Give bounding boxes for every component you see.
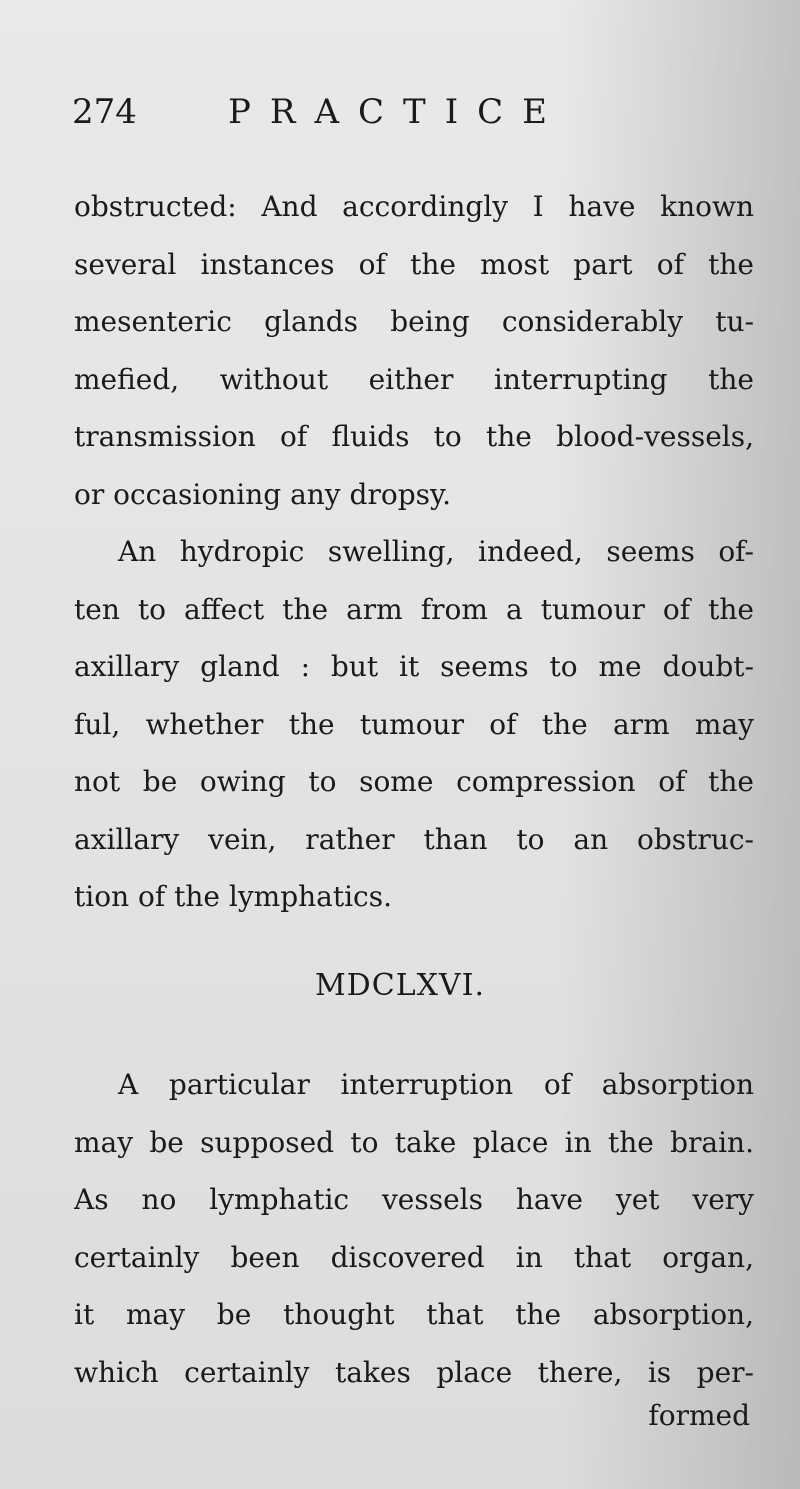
text-block-1 — [74, 178, 754, 926]
text-line: axillary vein, rather than to an obstruc- — [74, 822, 754, 856]
page-number: 274 — [72, 92, 137, 132]
text-block-2 — [74, 1056, 754, 1401]
text-line: mesenteric glands being considerably tu- — [74, 305, 754, 338]
text-line: As no lymphatic vessels have yet very — [74, 1183, 754, 1216]
catchword: formed — [648, 1399, 750, 1432]
text-line: several instances of the most part of the — [74, 247, 754, 281]
text-line: which certainly takes place there, is per- — [74, 1355, 754, 1389]
text-line: certainly been discovered in that organ, — [74, 1240, 754, 1274]
section-heading: MDCLXVI. — [314, 968, 486, 1003]
text-line: ful, whether the tumour of the arm may — [74, 707, 754, 741]
text-line: axillary gland : but it seems to me doubt- — [74, 650, 754, 683]
text-line: tion of the lymphatics. — [74, 880, 393, 913]
running-head: PRACTICE — [228, 92, 566, 132]
text-line: not be owing to some compression of the — [74, 765, 754, 798]
text-line: or occasioning any dropsy. — [74, 477, 451, 511]
text-line: obstructed: And accordingly I have known — [74, 190, 754, 223]
text-line: mefied, without either interrupting the — [74, 362, 754, 396]
page-header — [72, 92, 752, 142]
text-line: transmission of fluids to the blood-vessels, — [74, 420, 754, 453]
text-line: An hydropic swelling, indeed, seems of- — [118, 535, 754, 568]
text-line: may be supposed to take place in the brain. — [74, 1125, 754, 1159]
text-line: A particular interruption of absorption — [118, 1068, 754, 1101]
text-line: ten to affect the arm from a tumour of the — [74, 592, 754, 626]
text-line: it may be thought that the absorption, — [74, 1298, 754, 1331]
